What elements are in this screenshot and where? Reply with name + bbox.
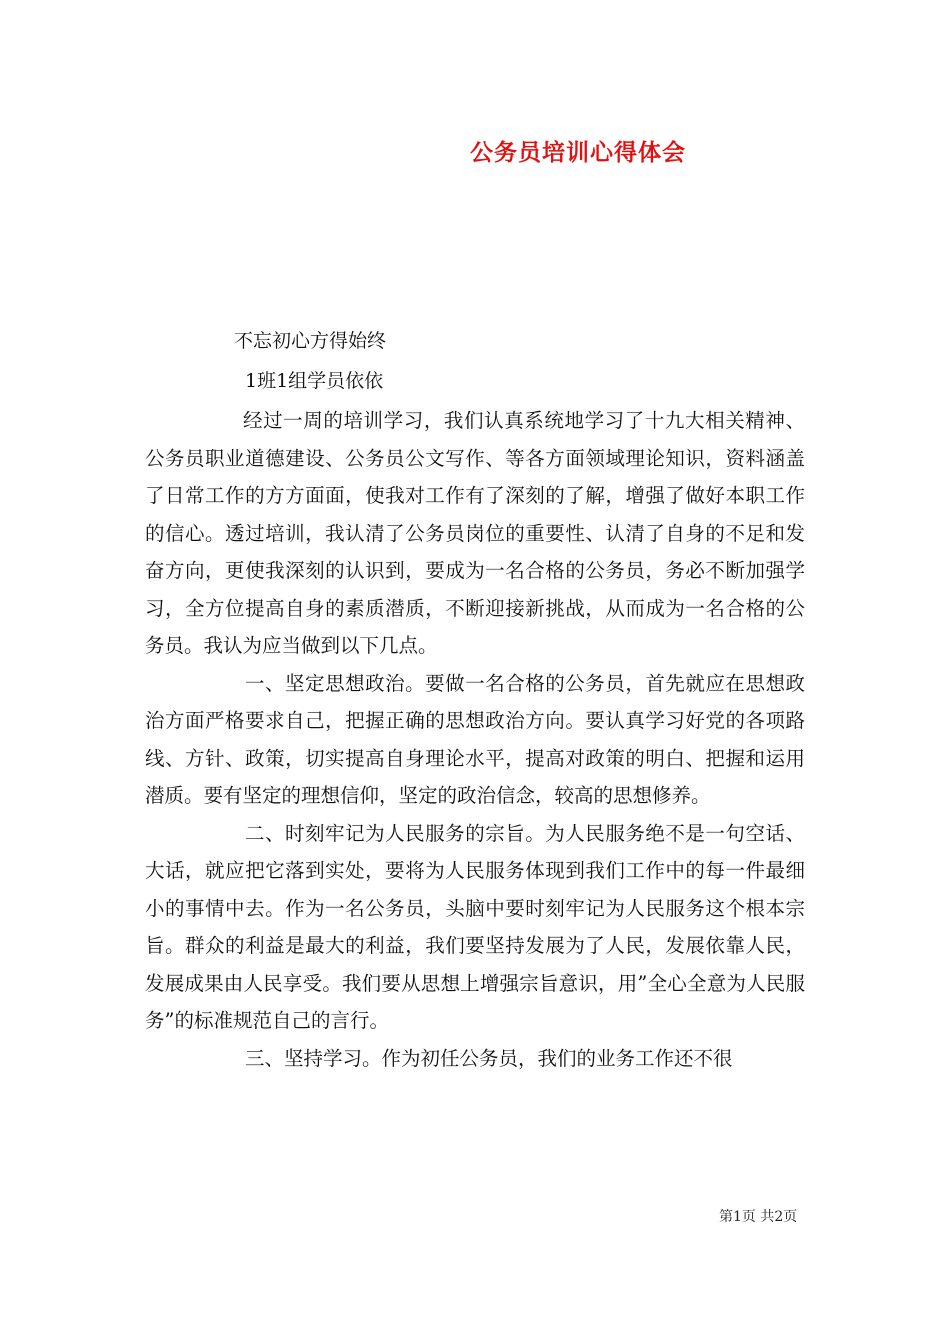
document-body — [145, 402, 805, 1077]
document-subtitle: 不忘初心方得始终 — [234, 330, 387, 352]
paragraph-point-1: 一、坚定思想政治。要做一名合格的公务员，首先就应在思想政治方面严格要求自己，把握正确的思想政治方向。要认真学习好党的各项路线、方针、政策，切实提高自身理论水平，提高对政策的明白、把握和运用潜质。要有坚定的理想信仰，坚定的政治信念，较高的思想修养。 — [145, 671, 805, 807]
paragraph-point-2: 二、时刻牢记为人民服务的宗旨。为人民服务绝不是一句空话、大话，就应把它落到实处，要将为人民服务体现到我们工作中的每一件最细小的事情中去。作为一名公务员，头脑中要时刻牢记为人民服务这个根本宗旨。群众的利益是最大的利益，我们要坚持发展为了人民，发展依靠人民，发展成果由人民享受。我们要从思想上增强宗旨意识，用”全心全意为人民服务”的标准规范自己的言行。 — [145, 821, 805, 1032]
document-title: 公务员培训心得体会 — [470, 139, 686, 166]
author-line: 1班1组学员依依 — [245, 370, 384, 392]
paragraph-point-3: 三、坚持学习。作为初任公务员，我们的业务工作还不很 — [245, 1046, 733, 1070]
page-number: 第1页 共2页 — [719, 1209, 798, 1225]
paragraph-intro: 经过一周的培训学习，我们认真系统地学习了十九大相关精神、公务员职业道德建设、公务员公文写作、等各方面领域理论知识，资料涵盖了日常工作的方方面面，使我对工作有了深刻的了解，增强了做好本职工作的信心。透过培训，我认清了公务员岗位的重要性、认清了自身的不足和发奋方向，更使我深刻的认识到，要成为一名合格的公务员，务必不断加强学习，全方位提高自身的素质潜质，不断迎接新挑战，从而成为一名合格的公务员。我认为应当做到以下几点。 — [145, 409, 805, 657]
